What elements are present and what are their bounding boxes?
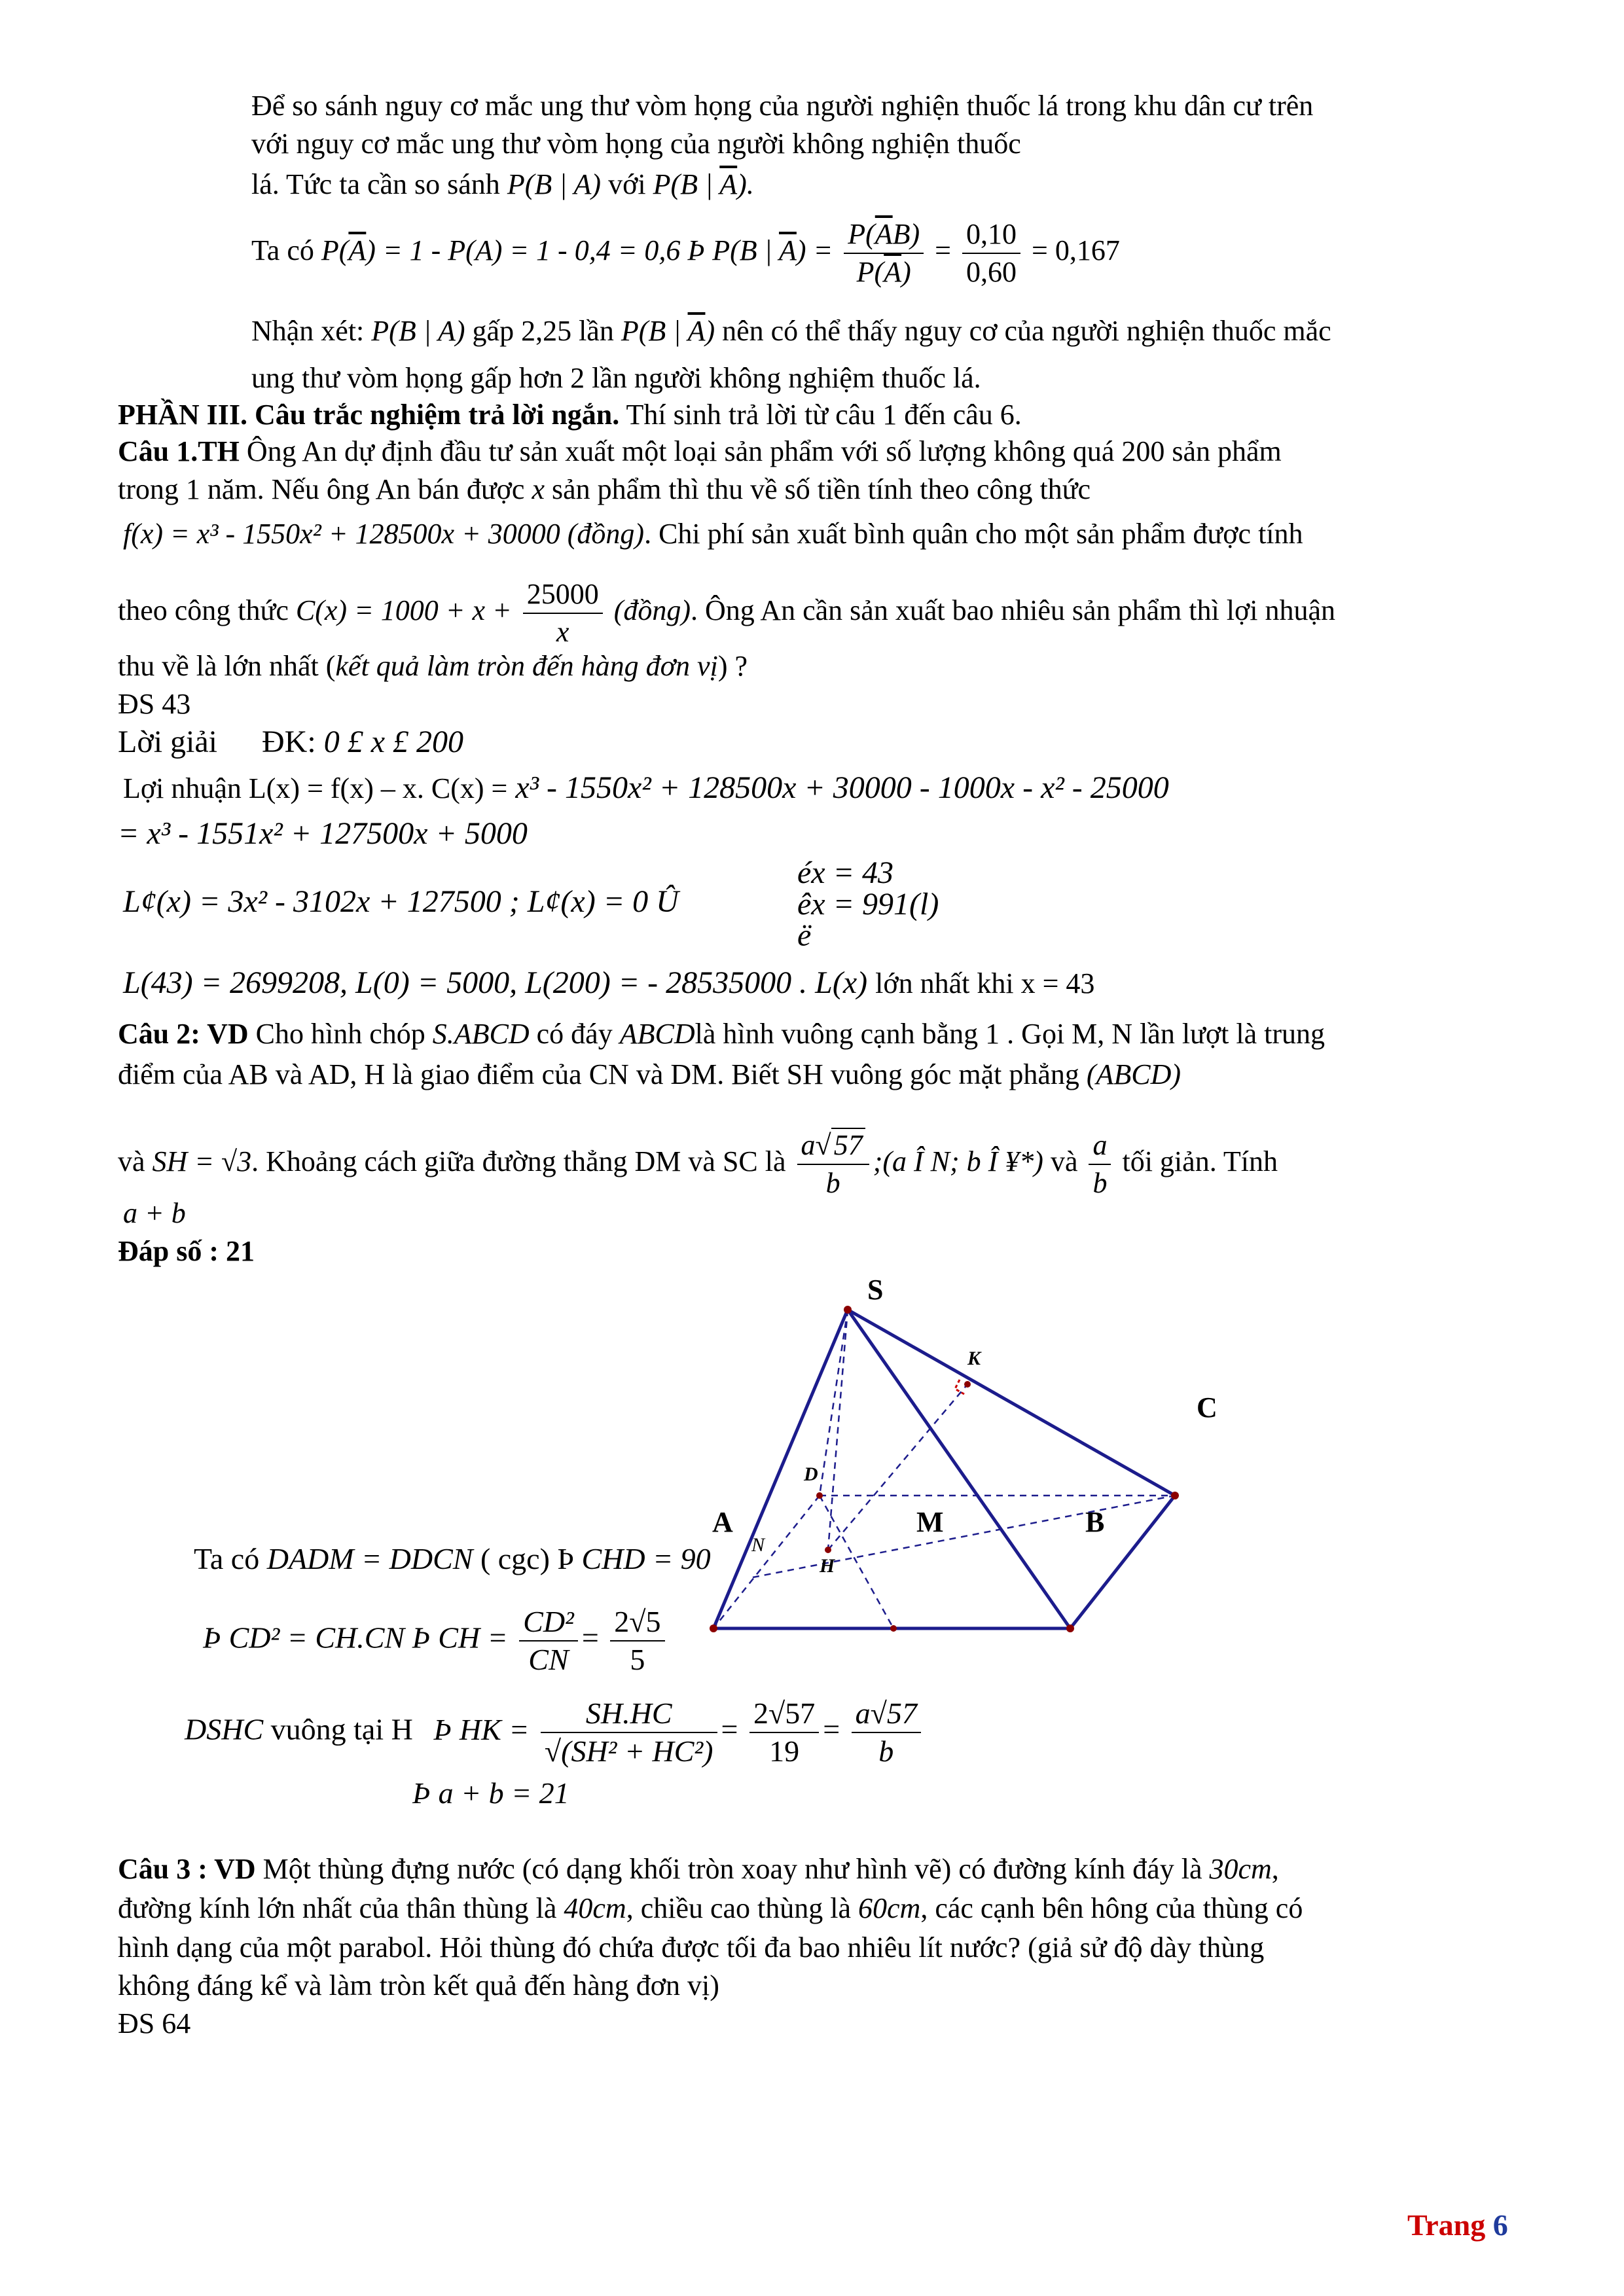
- label-d: D: [804, 1463, 818, 1485]
- q2-sol3-fraction-2: [749, 1695, 819, 1770]
- point-a: [710, 1624, 717, 1632]
- q2-sol3-fraction-1: [541, 1695, 717, 1770]
- q1-root-1: éx = 43: [797, 855, 893, 890]
- intro-line-2: với nguy cơ mắc ung thư vòm họng của người không nghiện thuốc: [251, 128, 1021, 160]
- q1-profit-expr: x³ - 1550x² + 128500x + 30000 - 1000x - x² - 25000: [515, 770, 1169, 805]
- q2-sol3-den3: b: [878, 1734, 894, 1768]
- q2-dist-num-root: 57: [831, 1128, 865, 1161]
- q2-sol-line-4: Þ a + b = 21: [412, 1776, 569, 1810]
- intro-prob-a: P(B | A): [507, 168, 602, 200]
- label-n: N: [751, 1534, 765, 1556]
- q2-sol3-den2: 19: [769, 1734, 800, 1768]
- q2-sol1-cgc: ( cgc) Þ: [480, 1542, 574, 1575]
- q2-distance-fraction: $\frac{a√57}{b}$: [797, 1127, 869, 1202]
- point-h: [825, 1547, 831, 1553]
- remark-prob-b-bar: $\overline{A}$: [687, 315, 706, 347]
- q2-sol2-num2: 2√5: [610, 1604, 664, 1641]
- q2-sol2-fraction-2: [610, 1604, 664, 1678]
- edge-nc-hidden: [753, 1496, 1175, 1577]
- q2-sol3-right-at-h: vuông tại H: [270, 1712, 413, 1746]
- q2-sol3-num1: SH.HC: [541, 1695, 717, 1733]
- q2-dist-den: b: [825, 1167, 840, 1199]
- intro-compare-text: lá. Tức ta cần so sánh: [251, 168, 500, 200]
- q1-unit-2: (đồng): [613, 594, 691, 627]
- q3-diameter-max: 40cm: [564, 1892, 626, 1924]
- q1-cost-formula: C(x) = 1000 + x +: [295, 594, 512, 627]
- edge-hk-hidden: [828, 1384, 967, 1550]
- page-footer: [1407, 2206, 1508, 2245]
- calc-den1-p: P(: [856, 256, 884, 288]
- q3-line-3: hình dạng của một parabol. Hỏi thùng đó chứa được tối đa bao nhiêu lít nước? (giả sử độ dày thùng: [118, 1931, 1265, 1964]
- q2-plane: (ABCD): [1086, 1058, 1182, 1090]
- q1-text-2a: trong 1 năm. Nếu ông An bán được: [118, 473, 525, 505]
- edge-sa: [713, 1310, 848, 1628]
- q1-label: Câu 1.TH: [118, 435, 240, 467]
- intro-remark-line-2: ung thư vòm họng gấp hơn 2 lần người không nghiệm thuốc lá.: [251, 362, 981, 394]
- calc-bar-2: $\overline{A}$: [778, 234, 797, 267]
- q2-reduced-den: b: [1092, 1167, 1108, 1199]
- q3-text-2a: đường kính lớn nhất của thân thùng là: [118, 1892, 557, 1924]
- q1-text-5b: ) ?: [717, 650, 748, 682]
- q2-reduced-num: a: [1089, 1127, 1111, 1165]
- calc-mid-2: ) =: [796, 234, 833, 267]
- calc-bar: $\overline{A}$: [348, 234, 367, 267]
- q2-text-1a: Cho hình chóp: [255, 1018, 425, 1050]
- q1-conclusion: lớn nhất khi x = 43: [875, 967, 1095, 999]
- q1-cost-num: 25000: [523, 576, 603, 614]
- calc-den1-bar: $\overline{A}$: [884, 256, 902, 288]
- remark-text-1: gấp 2,25 lần: [472, 315, 614, 347]
- q2-text-2: điểm của AB và AD, H là giao điểm của CN và DM. Biết SH vuông góc mặt phẳng: [118, 1058, 1079, 1090]
- remark-prob-a: P(B | A): [371, 315, 465, 347]
- q1-rounding-note: kết quả làm tròn đến hàng đơn vị: [335, 650, 718, 682]
- q2-sol3-num3: a√57: [852, 1695, 921, 1733]
- q1-text-4b: . Ông An cần sản xuất bao nhiêu sản phẩm thì lợi nhuận: [691, 594, 1335, 627]
- q2-and: và: [1050, 1145, 1078, 1178]
- calc-result: = 0,167: [1032, 234, 1120, 267]
- q1-text-2b: sản phẩm thì thu về số tiền tính theo công thức: [552, 473, 1091, 505]
- q2-sol2-den2: 5: [630, 1643, 645, 1676]
- q3-answer: ĐS 64: [118, 2007, 191, 2039]
- q1-solution-label: Lời giải: [118, 725, 218, 759]
- intro-calc-line: Ta có $P(\overline{A}) = 1 - P(A) = 1 - 0,4 = 0,6$ Þ P(B | $\overline{A}$) = $\frac{P(\overline{A}B)}{P(\overline{A})}$ = $\frac{0,10}{0,60}$ = 0,167: [251, 216, 1120, 291]
- q3-height: 60cm: [858, 1892, 921, 1924]
- q2-line-4: a + b: [123, 1197, 186, 1229]
- calc-left: P(: [321, 234, 349, 267]
- calc-ta-co: Ta có: [251, 234, 314, 267]
- q1-text-4a: theo công thức: [118, 594, 289, 627]
- q2-sol1-congruence: DADM = DDCN: [266, 1542, 473, 1575]
- point-c: [1171, 1492, 1179, 1499]
- q1-root-2: êx = 991(l): [797, 887, 939, 922]
- q2-sol2-eq: =: [581, 1621, 599, 1655]
- label-a: A: [712, 1506, 733, 1538]
- label-m: M: [916, 1506, 944, 1538]
- calc-num1-p: P(: [848, 218, 875, 250]
- q2-sol-line-1: [194, 1539, 711, 1579]
- q2-pyramid: S.ABCD: [432, 1018, 530, 1050]
- q3-text-1: Một thùng đựng nước (có dạng khối tròn xoay như hình vẽ) có đường kính đáy là: [262, 1853, 1202, 1885]
- label-s: S: [867, 1274, 884, 1306]
- point-m: [890, 1625, 897, 1632]
- q2-dist-num-a: a: [801, 1129, 816, 1161]
- calc-den1-end: ): [901, 256, 911, 288]
- q1-profit-label: Lợi nhuận L(x) = f(x) – x. C(x) =: [123, 772, 508, 804]
- intro-prob-b: P(B |: [653, 168, 720, 200]
- q2-sol3-triangle: DSHC: [185, 1712, 264, 1746]
- q1-values: L(43) = 2699208, L(0) = 5000, L(200) = - 28535000 .: [123, 965, 808, 1000]
- q2-condition: ;(a Î N; b Î ¥*): [873, 1145, 1043, 1178]
- q2-text-3b: . Khoảng cách giữa đường thẳng DM và SC là: [251, 1145, 786, 1178]
- q1-conclusion-expr: L(x): [815, 965, 868, 1000]
- q1-text-5a: thu về là lớn nhất (: [118, 650, 336, 682]
- q2-sol2-expr: Þ CD² = CH.CN Þ CH =: [203, 1621, 508, 1655]
- edge-sb: [848, 1310, 1070, 1628]
- q2-sol1-ta-co: Ta có: [194, 1542, 260, 1575]
- q1-condition-expr: 0 £ x £ 200: [323, 725, 463, 759]
- q3-text-2c: , các cạnh bên hông của thùng có: [920, 1892, 1303, 1924]
- q2-sol3-fraction-3: [852, 1695, 921, 1770]
- calc-num1-end: B): [892, 218, 920, 250]
- q2-text-3a: và: [118, 1145, 145, 1178]
- intro-prob-b-end: ).: [737, 168, 754, 200]
- q3-line-1: Câu 3 : VD Một thùng đựng nước (có dạng khối tròn xoay như hình vẽ) có đường kính đáy là 30cm,: [118, 1853, 1279, 1885]
- remark-label: Nhận xét:: [251, 315, 365, 347]
- remark-text-2: nên có thể thấy nguy cơ của người nghiện thuốc mắc: [722, 315, 1331, 347]
- q2-text-3c: tối giản. Tính: [1122, 1145, 1278, 1178]
- q2-sol-line-3: DSHC vuông tại H Þ HK = $\frac{SH.HC}{\text{√(SH² + HC²)}}$ = $\frac{2√57}{19}$ = $\frac{a√57}{b}$: [185, 1695, 925, 1770]
- part3-desc: Thí sinh trả lời từ câu 1 đến câu 6.: [626, 399, 1022, 431]
- point-k: [964, 1381, 971, 1388]
- label-k: K: [967, 1348, 981, 1369]
- q2-sh: SH = √3: [152, 1145, 252, 1178]
- q2-sol3-num2: 2√57: [749, 1695, 819, 1733]
- q1-profit-simplified: = x³ - 1551x² + 127500x + 5000: [118, 816, 528, 851]
- q2-base: ABCD: [619, 1018, 695, 1050]
- q1-text-1: Ông An dự định đầu tư sản xuất một loại sản phẩm với số lượng không quá 200 sản phẩm: [246, 435, 1282, 467]
- calc-num1-bar: $\overline{A}$: [875, 218, 893, 250]
- q2-sol1-angle: CHD = 90: [581, 1542, 711, 1575]
- label-h: H: [820, 1555, 835, 1577]
- q1-unit-1: (đồng): [567, 518, 645, 550]
- q2-label: Câu 2: VD: [118, 1018, 249, 1050]
- q1-root-bracket: ë: [797, 918, 812, 953]
- intro-with: với: [608, 168, 646, 200]
- remark-prob-b: P(B |: [621, 315, 688, 347]
- q1-cost-den: x: [556, 616, 569, 648]
- q3-text-2b: , chiều cao thùng là: [626, 1892, 852, 1924]
- q1-condition-label: ĐK:: [262, 725, 316, 759]
- footer-label: Trang: [1407, 2208, 1486, 2242]
- q1-revenue-formula: f(x) = x³ - 1550x² + 128500x + 30000: [123, 518, 560, 550]
- label-c: C: [1197, 1391, 1218, 1424]
- edge-sd-hidden: [820, 1310, 848, 1496]
- q2-sol3-den1: √(SH² + HC²): [544, 1734, 713, 1768]
- q2-sol2-den1: CN: [528, 1643, 569, 1676]
- q2-sol2-fraction-1: [519, 1604, 578, 1678]
- point-b: [1066, 1624, 1074, 1632]
- intro-line-1: Để so sánh nguy cơ mắc ung thư vòm họng của người nghiện thuốc lá trong khu dân cư trên: [251, 90, 1314, 122]
- right-angle-mark-k: [955, 1380, 964, 1394]
- footer-page-number: 6: [1492, 2208, 1508, 2242]
- q1-var-x: x: [532, 473, 545, 505]
- point-d: [816, 1492, 823, 1499]
- part3-title: PHẦN III. Câu trắc nghiệm trả lời ngắn.: [118, 399, 620, 431]
- q2-sol-line-2: [203, 1604, 669, 1678]
- intro-prob-b-bar: $\overline{A}$: [719, 168, 738, 200]
- q1-text-3: . Chi phí sản xuất bình quân cho một sản phẩm được tính: [644, 518, 1303, 550]
- calc-num2: 0,10: [962, 216, 1020, 254]
- q3-label: Câu 3 : VD: [118, 1853, 256, 1885]
- q3-line-2: [118, 1889, 1303, 1928]
- q2-sol2-num1: CD²: [519, 1604, 578, 1641]
- q2-text-1b: có đáy: [536, 1018, 613, 1050]
- q2-sol3-hk: Þ HK =: [433, 1712, 530, 1746]
- remark-prob-b-end: ): [705, 315, 715, 347]
- q2-answer: Đáp số : 21: [118, 1235, 255, 1267]
- point-s: [844, 1306, 852, 1314]
- q1-derivative: L¢(x) = 3x² - 3102x + 127500 ; L¢(x) = 0 Û: [123, 884, 679, 919]
- q3-line-4: không đáng kể và làm tròn kết quả đến hàng đơn vị): [118, 1969, 719, 2001]
- q1-answer: ĐS 43: [118, 688, 191, 720]
- q2-text-1c: là hình vuông cạnh bằng 1 . Gọi M, N lần lượt là trung: [695, 1018, 1326, 1050]
- q3-diameter-base: 30cm: [1209, 1853, 1272, 1885]
- calc-den2: 0,60: [966, 256, 1017, 288]
- calc-mid: ) = 1 - P(A) = 1 - 0,4 = 0,6 Þ P(B |: [366, 234, 779, 267]
- label-b: B: [1085, 1506, 1105, 1538]
